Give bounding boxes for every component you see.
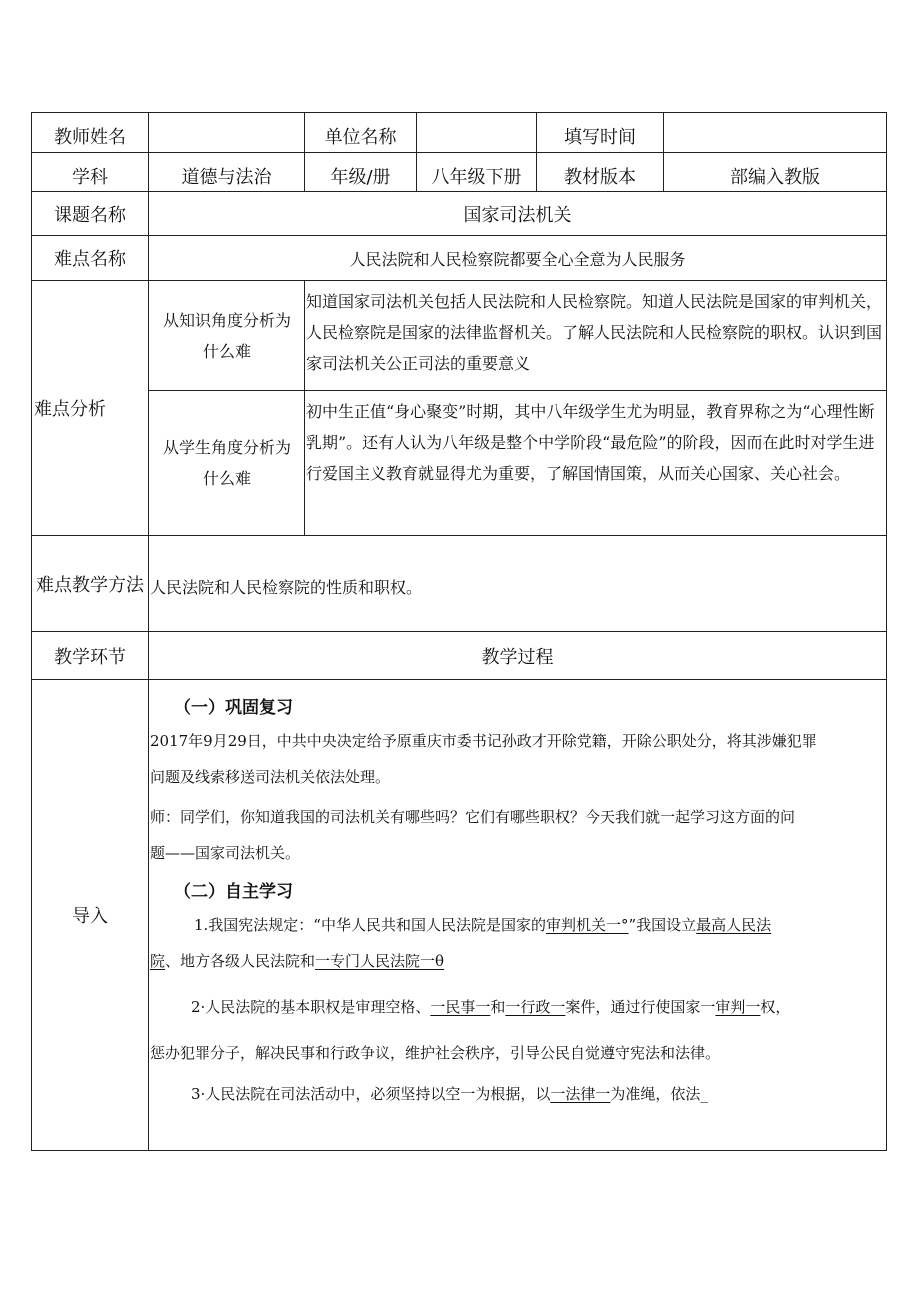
- self-study-heading: （二）自主学习: [174, 882, 293, 902]
- q1-text-c: ”我国设立: [628, 916, 697, 934]
- q2-blank-administrative: 一行政一: [505, 998, 566, 1016]
- stage-intro: 导入: [72, 906, 108, 927]
- q3-blank-law: 一法律一: [550, 1085, 611, 1103]
- review-paragraph-1-line-2: 问题及线索移送司法机关依法处理。: [150, 768, 391, 786]
- topic-value: 国家司法机关: [463, 204, 572, 226]
- subject-label: 学科: [72, 167, 108, 188]
- difficulty-value: 人民法院和人民检察院都要全心全意为人民服务: [349, 249, 686, 269]
- q1-blank-supreme-court-end: 院: [150, 952, 166, 970]
- method-value: 人民法院和人民检察院的性质和职权。: [150, 578, 423, 597]
- difficulty-label: 难点名称: [54, 249, 126, 270]
- q2-blank-civil: 一民事一: [430, 998, 491, 1016]
- grade-value: 八年级下册: [431, 167, 522, 188]
- q2-text-a: 2·人民法院的基本职权是审理空格、: [191, 998, 431, 1016]
- teacher-name-label: 教师姓名: [54, 127, 126, 148]
- q1-blank-special-court: 一专门人民法院一θ: [315, 952, 445, 970]
- unit-name-label: 单位名称: [324, 127, 397, 148]
- grade-label: 年级/册: [330, 167, 391, 188]
- q2-text-e: 案件，通过行使国家一: [565, 998, 716, 1016]
- q3-text-c: 为准绳，依法: [610, 1085, 701, 1103]
- knowledge-angle-text: 知道国家司法机关包括人民法院和人民检察院。知道人民法院是国家的审判机关，人民检察院是国家的法律监督机关。了解人民法院和人民检察院的职权。认识到国家司法机关公正司法的重要意义: [306, 292, 883, 373]
- subject-value: 道德与法治: [181, 167, 272, 188]
- q1-blank-supreme-court: 最高人民法: [696, 916, 772, 934]
- question-3-line-1: [191, 1083, 708, 1104]
- q3-text-a: 3·人民法院在司法活动中，必须坚持以空一为根据，以: [191, 1085, 551, 1103]
- review-heading: （一）巩固复习: [174, 698, 293, 718]
- review-paragraph-1-line-1: 2017年9月29日，中共中央决定给予原重庆市委书记孙政才开除党籍，开除公职处分，将其涉嫌犯罪: [150, 732, 817, 750]
- teacher-name-value: [149, 113, 304, 152]
- analysis-label: 难点分析: [34, 399, 106, 420]
- q2-text-c: 和: [490, 998, 506, 1016]
- q1-text-a: 1.我国宪法规定：“中华人民共和国人民法院是国家的: [194, 916, 546, 934]
- stage-header: 教学环节: [54, 646, 126, 668]
- fill-time-value: [664, 113, 886, 152]
- q2-blank-judicial: 审判一: [715, 998, 761, 1016]
- q2-text-g: 权，: [760, 998, 791, 1016]
- review-paragraph-2-line-2: 题——国家司法机关。: [150, 844, 301, 862]
- edition-label: 教材版本: [564, 167, 636, 188]
- review-paragraph-2-line-1: 师：同学们，你知道我国的司法机关有哪些吗？它们有哪些职权？今天我们就一起学习这方面的问: [150, 808, 796, 826]
- q1-text-f: 、地方各级人民法院和: [165, 952, 316, 970]
- question-1-line-2: [150, 950, 444, 971]
- topic-label: 课题名称: [54, 204, 126, 226]
- question-2-line-1: [191, 996, 790, 1017]
- method-label: 难点教学方法: [36, 574, 144, 596]
- knowledge-angle-label: 从知识角度分析为什么难: [162, 310, 291, 361]
- q3-text-d: _: [700, 1085, 708, 1103]
- process-header: 教学过程: [481, 646, 554, 668]
- q1-blank-court-nature: 审判机关一°: [545, 916, 629, 934]
- student-angle-label: 从学生角度分析为什么难: [162, 438, 291, 488]
- edition-value: 部编入教版: [730, 167, 820, 188]
- fill-time-label: 填写时间: [564, 127, 636, 148]
- unit-name-value: [417, 113, 536, 152]
- question-1-line-1: [194, 914, 771, 935]
- student-angle-text: 初中生正值“身心聚变”时期，其中八年级学生尤为明显，教育界称之为“心理性断乳期”。还有人认为八年级是整个中学阶段“最危险”的阶段，因而在此时对学生进行爱国主义教育就显得尤为重要，了解国情国策，从而关心国家、关心社会。: [306, 402, 875, 483]
- question-2-line-2: 惩办犯罪分子，解决民事和行政争议，维护社会秩序，引导公民自觉遵守宪法和法律。: [150, 1044, 721, 1062]
